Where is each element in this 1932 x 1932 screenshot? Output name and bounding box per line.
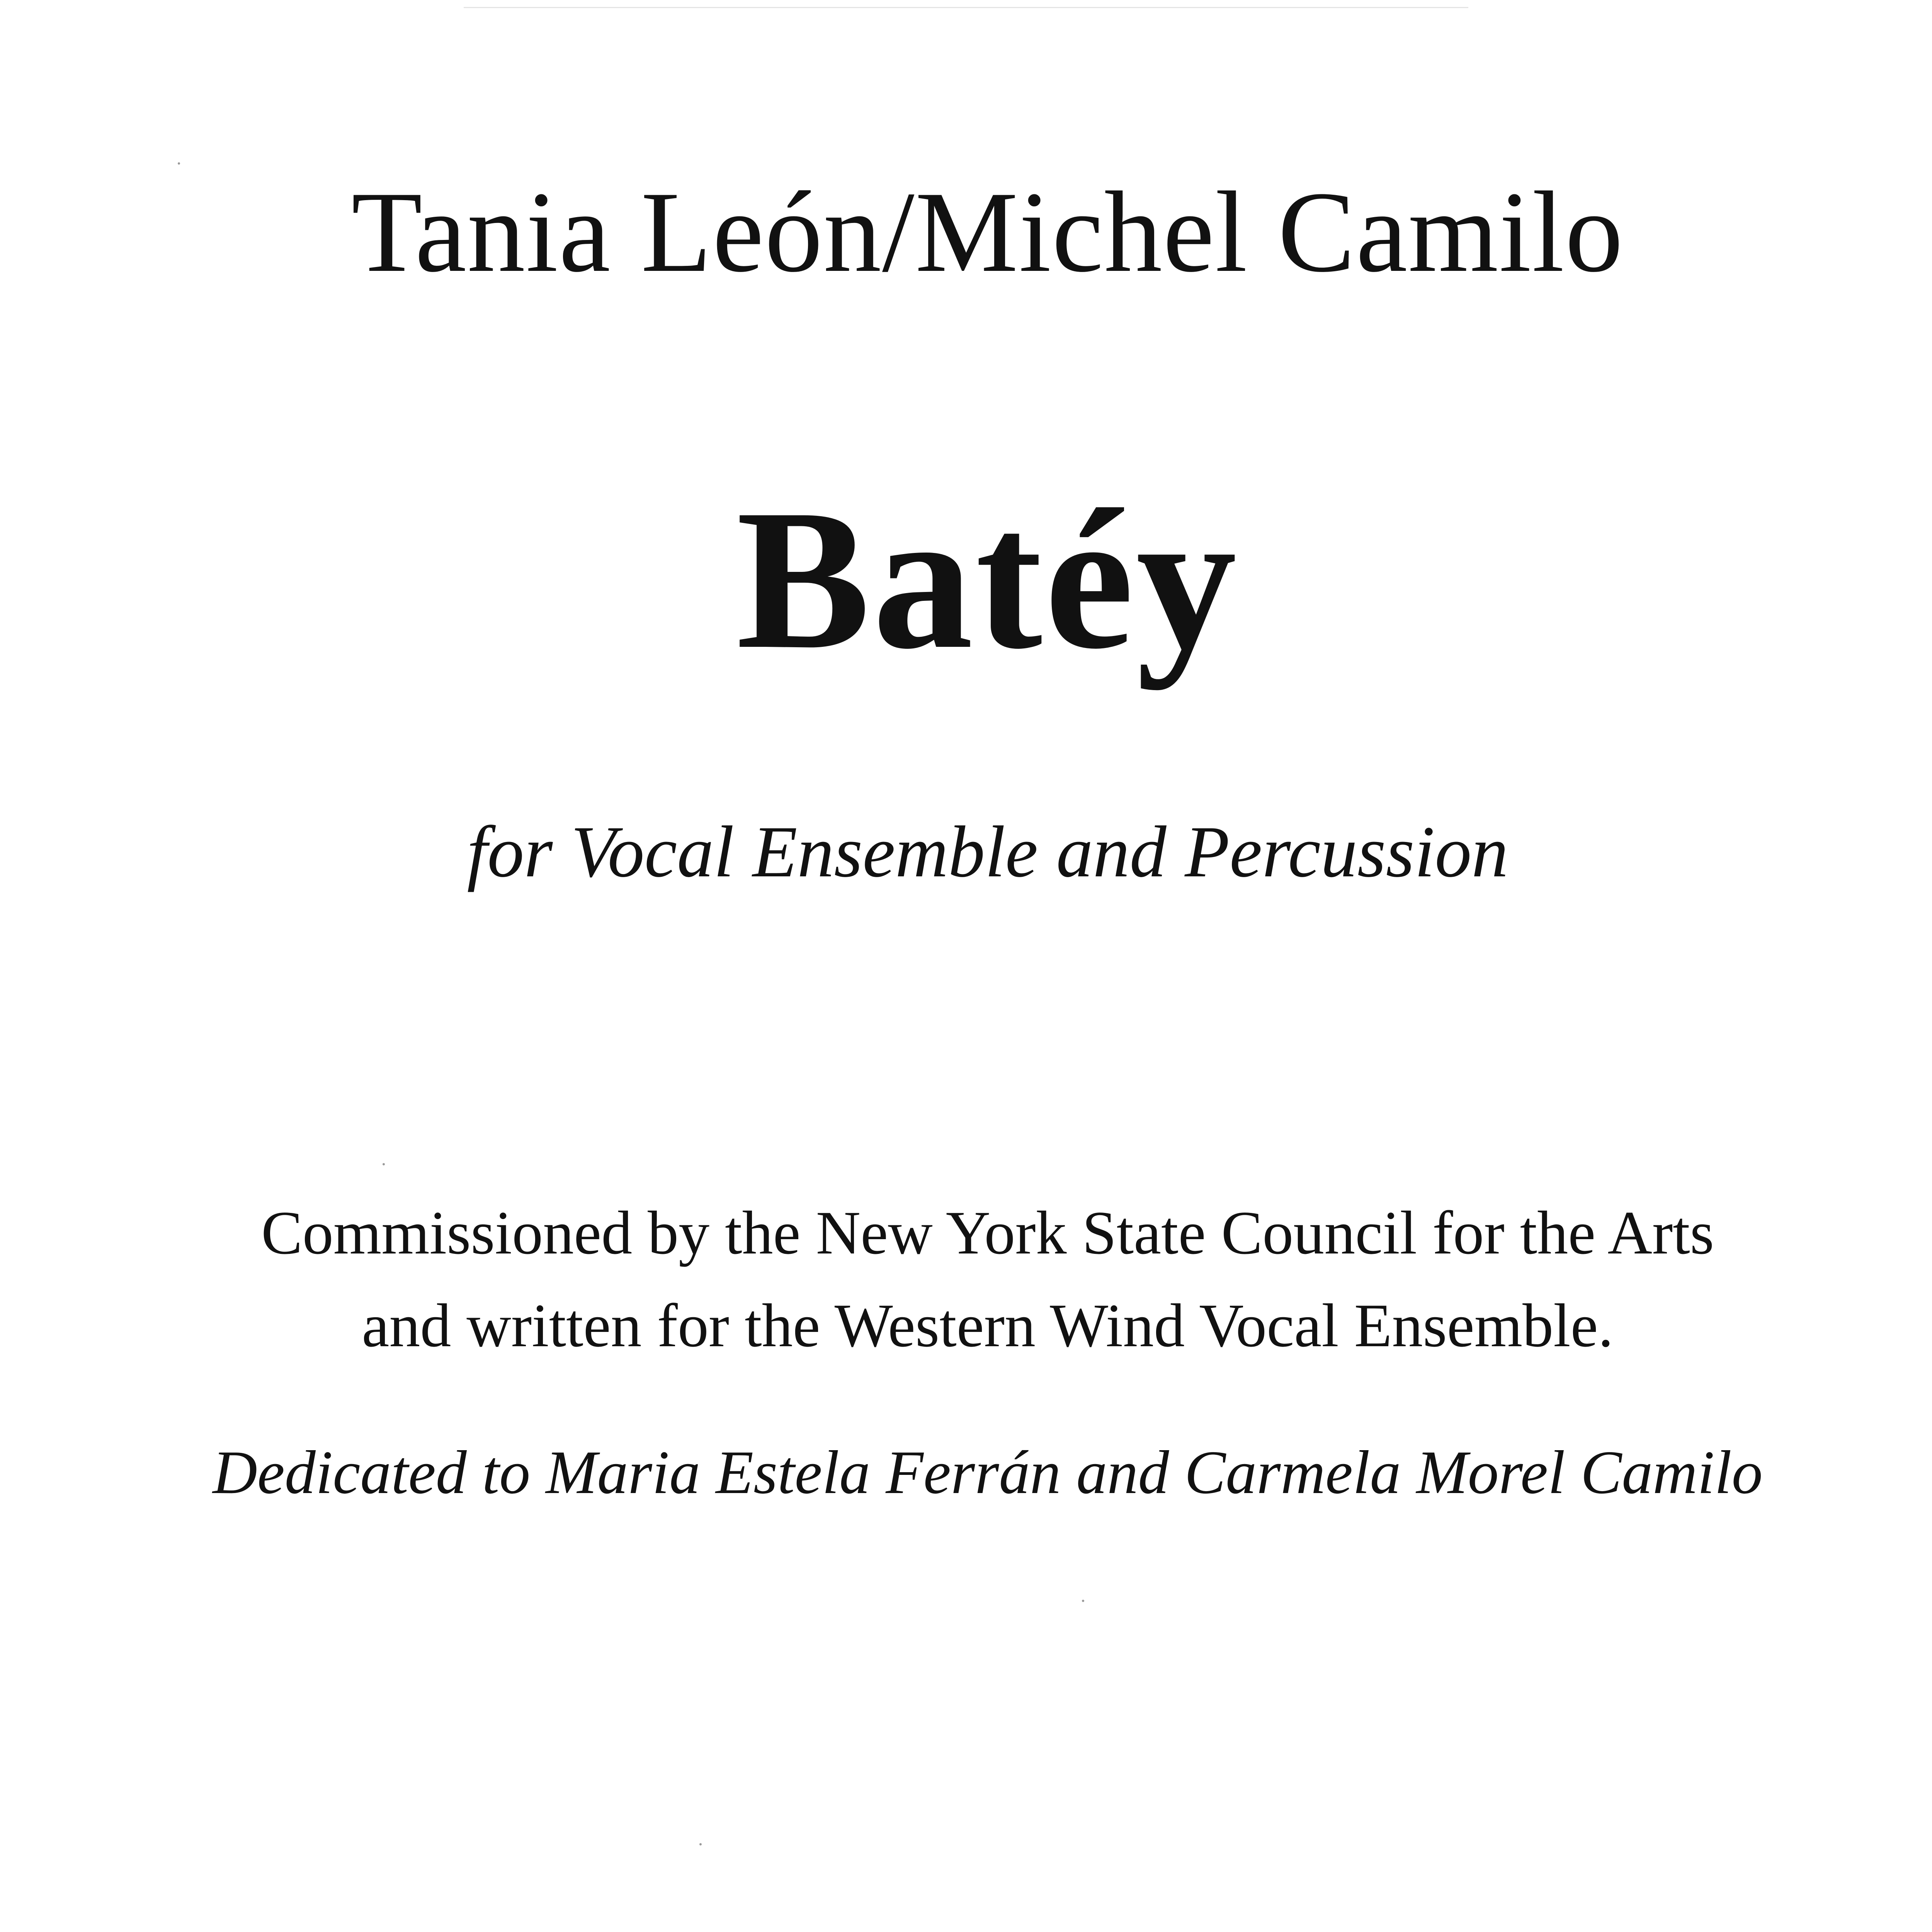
scan-speck xyxy=(178,162,180,165)
instrumentation-subtitle: for Vocal Ensemble and Percussion xyxy=(467,811,1509,893)
scan-edge-mark xyxy=(464,7,1468,8)
scan-speck xyxy=(383,1163,385,1165)
commission-line-2: and written for the Western Wind Vocal Ensemble. xyxy=(362,1291,1614,1360)
dedication-line: Dedicated to Maria Estela Ferrán and Carmela Morel Camilo xyxy=(213,1438,1763,1507)
commission-line-1: Commissioned by the New York State Council for the Arts xyxy=(261,1198,1714,1267)
work-title: Batéy xyxy=(736,468,1239,690)
composer-names: Tania León/Michel Camilo xyxy=(351,168,1624,296)
scan-speck xyxy=(699,1843,702,1845)
scan-speck xyxy=(1082,1600,1084,1602)
